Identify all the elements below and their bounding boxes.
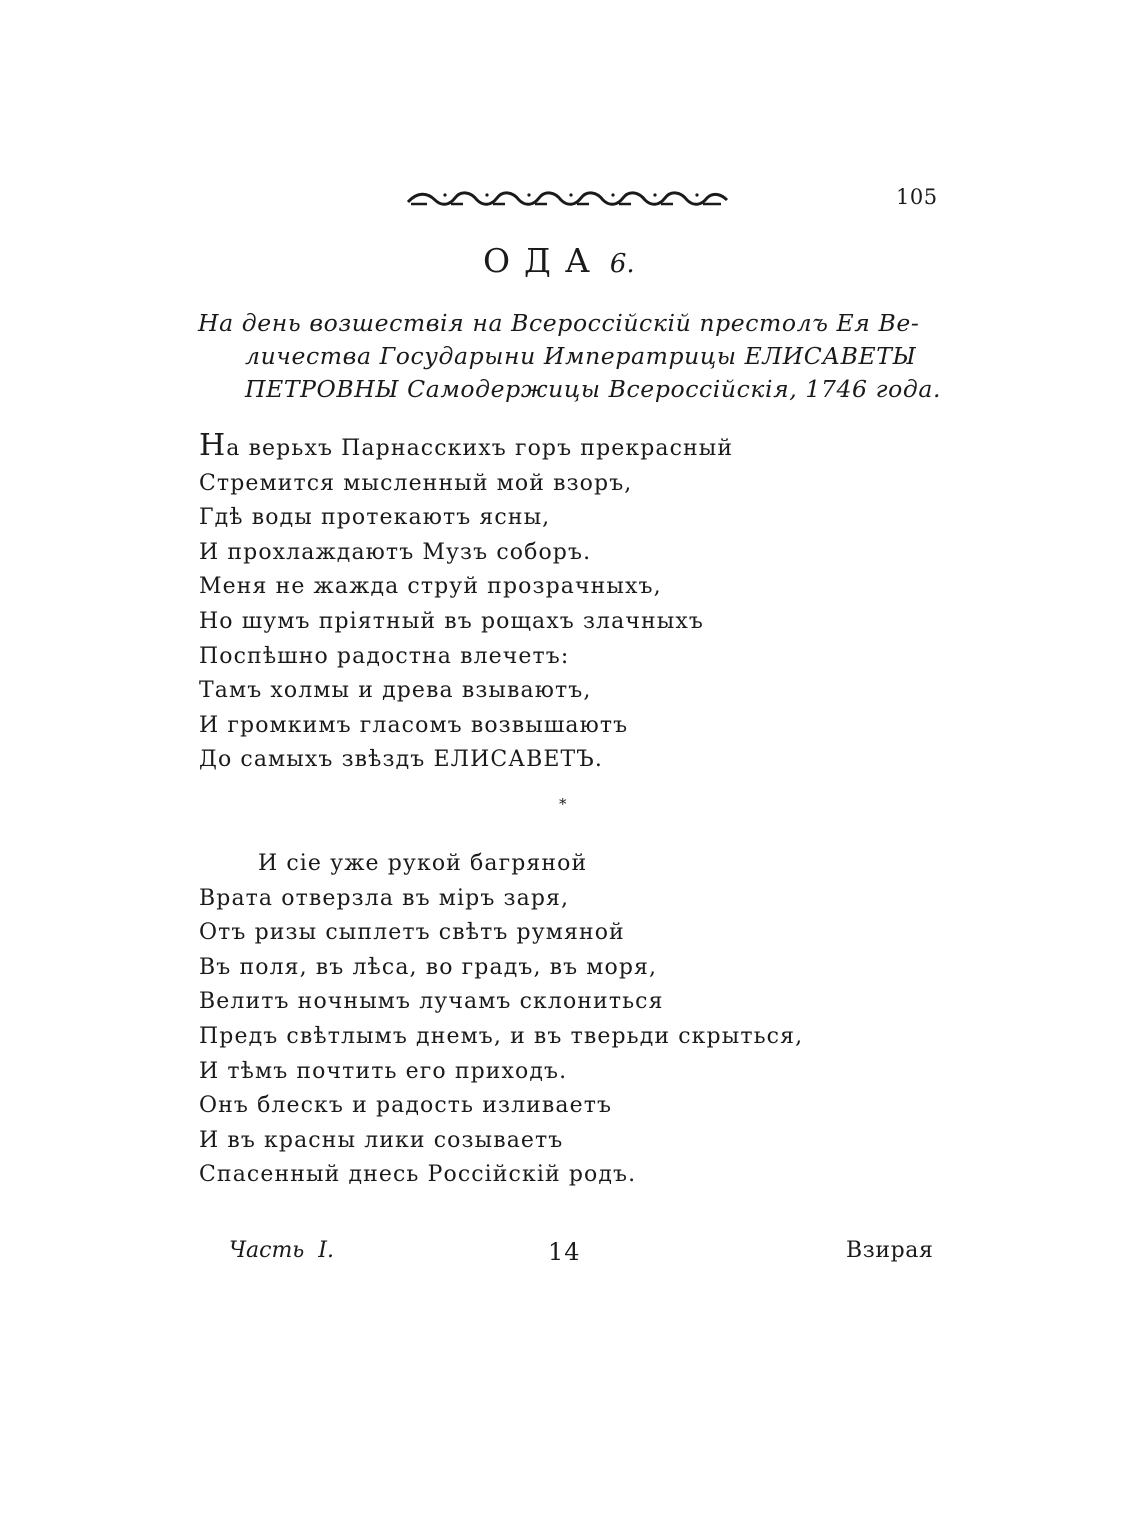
verse-line: И прохлаждаютъ Музъ соборъ. bbox=[199, 539, 592, 565]
part-number: I. bbox=[318, 1238, 334, 1263]
ode-title bbox=[483, 241, 635, 280]
verse-line: Тамъ холмы и древа взываютъ, bbox=[199, 678, 592, 704]
subtitle-line: личества Государыни Императрицы ЕЛИСАВЕТЫ bbox=[245, 342, 917, 370]
verse-line: Спасенный днесь Россійскій родъ. bbox=[199, 1162, 637, 1188]
verse-line: Но шумъ пріятный въ рощахъ злачныхъ bbox=[199, 608, 704, 634]
verse-line: Врата отверзла въ міръ заря, bbox=[199, 885, 570, 911]
catchword: Взирая bbox=[846, 1238, 934, 1263]
ode-title-number: 6. bbox=[609, 249, 635, 279]
decorative-ornament bbox=[405, 186, 730, 212]
verse-line: Стремится мысленный мой взоръ, bbox=[199, 470, 633, 496]
verse-line: Поспѣшно радостна влечетъ: bbox=[199, 643, 570, 669]
part-label: Часть bbox=[229, 1238, 305, 1263]
subtitle-line: На день возшествія на Всероссійскій престолъ Ея Ве- bbox=[198, 309, 920, 337]
page-number: 105 bbox=[896, 185, 938, 209]
verse-line: И тѣмъ почтить его приходъ. bbox=[199, 1058, 568, 1084]
verse-line-rest: а верьхъ Парнасскихъ горъ прекрасный bbox=[226, 436, 734, 461]
stanza-2 bbox=[199, 847, 803, 1193]
ode-title-word: ОДА bbox=[483, 241, 604, 280]
verse-line: И громкимъ гласомъ возвышаютъ bbox=[199, 712, 629, 738]
stanza-1 bbox=[199, 429, 733, 778]
verse-line bbox=[199, 429, 733, 467]
signature-mark: 14 bbox=[548, 1238, 581, 1266]
verse-line: И въ красны лики созываетъ bbox=[199, 1127, 564, 1153]
verse-line: До самыхъ звѣздъ ЕЛИСАВЕТЪ. bbox=[199, 747, 603, 773]
verse-line: Отъ ризы сыплетъ свѣтъ румяной bbox=[199, 920, 625, 946]
verse-line: Велитъ ночнымъ лучамъ склониться bbox=[199, 989, 664, 1015]
stanza-separator: * bbox=[559, 795, 567, 813]
footer-part-label bbox=[229, 1238, 334, 1263]
ode-subtitle bbox=[198, 307, 958, 406]
verse-line: Предъ свѣтлымъ днемъ, и въ тверьди скрыться, bbox=[199, 1023, 804, 1049]
verse-line: Меня не жажда струй прозрачныхъ, bbox=[199, 574, 662, 600]
verse-line: Онъ блескъ и радость изливаетъ bbox=[199, 1093, 613, 1119]
verse-line: И сіе уже рукой багряной bbox=[258, 851, 588, 876]
verse-line: Гдѣ воды протекаютъ ясны, bbox=[199, 505, 551, 531]
verse-line: Въ поля, въ лѣса, во градъ, въ моря, bbox=[199, 954, 658, 980]
subtitle-line: ПЕТРОВНЫ Самодержицы Всероссійскія, 1746 года. bbox=[245, 375, 942, 403]
initial-letter: Н bbox=[199, 428, 227, 463]
